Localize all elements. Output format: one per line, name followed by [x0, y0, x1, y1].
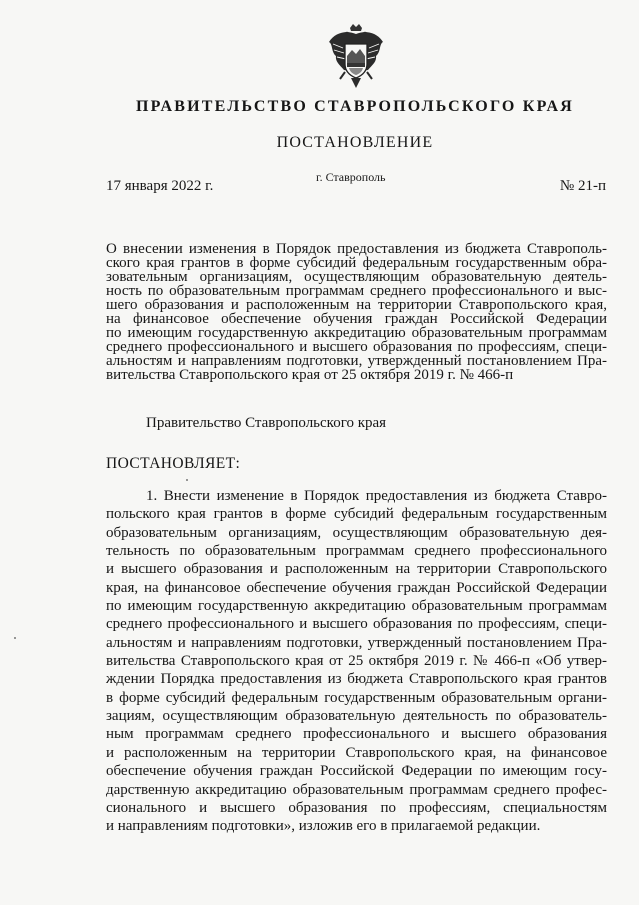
body-line: края, на финансовое обеспечение обучения граждан Российской Федерации [106, 579, 607, 596]
body-line: 1. Внести изменение в Порядок предоставления из бюджета Ставро- [146, 488, 607, 504]
scan-speck [14, 637, 16, 639]
body-line: и направлениям подготовки», изложив его в прилагаемой редакции. [106, 818, 541, 835]
subject-line: на финансовое обеспечение обучения граждан Российской Федерации [106, 311, 607, 327]
body-line: альностям и направлениям подготовки, утвержденный постановлением Пра- [106, 634, 607, 651]
body-line: тельность по образовательным программам среднего профессионального [106, 543, 607, 560]
body-line: ным программам среднего профессионального и высшего образования [106, 726, 607, 743]
scan-speck [186, 479, 188, 481]
body-line: зациям, осуществляющим образовательную деятельность по образователь- [106, 708, 607, 725]
subject-line: ского края грантов в форме субсидий федеральным государственным обра- [106, 255, 607, 271]
body-line: польского края грантов в форме субсидий федеральным государственным [106, 506, 607, 523]
subject-line: по имеющим государственную аккредитацию образовательным программам [106, 325, 607, 341]
subject-line: альностям и направлениям подготовки, утвержденный постановлением Пра- [106, 353, 607, 369]
subject-line: шего образования и расположенным на территории Ставропольского края, [106, 297, 607, 313]
body-paragraph [106, 487, 607, 836]
subject-line: зовательным организациям, осуществляющим образовательную деятель- [106, 269, 607, 285]
document-date: 17 января 2022 г. [106, 178, 214, 194]
document-subject [106, 242, 607, 382]
body-line: по имеющим государственную аккредитацию образовательным программам [106, 598, 607, 615]
subject-line: вительства Ставропольского края от 25 октября 2019 г. № 466-п [106, 367, 514, 383]
body-line: ждении Порядка предоставления из бюджета Ставропольского края грантов [106, 671, 607, 688]
body-line: в форме субсидий федеральным государственным образовательным органи- [106, 689, 607, 706]
organization-title: ПРАВИТЕЛЬСТВО СТАВРОПОЛЬСКОГО КРАЯ [135, 98, 575, 115]
body-line: среднего профессионального и высшего образования по профессиям, специ- [106, 616, 607, 633]
issue-city: г. Ставрополь [316, 170, 386, 184]
coat-of-arms-icon [327, 22, 385, 92]
body-line: и высшего образования и расположенным на территории Ставропольского [106, 561, 607, 578]
body-line: образовательным организациям, осуществляющим образовательную дея- [106, 524, 607, 541]
decree-word: ПОСТАНОВЛЯЕТ: [106, 455, 241, 472]
body-line: сионального и высшего образования по профессиям, специальностям [106, 799, 607, 816]
subject-line: среднего профессионального и высшего образования по профессиям, специ- [106, 339, 607, 355]
preamble: Правительство Ставропольского края [146, 415, 387, 431]
body-line: и расположенным на территории Ставропольского края, на финансовое [106, 744, 607, 761]
subject-line: ность по образовательным программам среднего профессионального и выс- [106, 283, 607, 299]
document-type: ПОСТАНОВЛЕНИЕ [276, 134, 434, 151]
body-line: обеспечение обучения граждан Российской Федерации по имеющим госу- [106, 763, 607, 780]
document-number: № 21-п [559, 178, 606, 194]
subject-line: О внесении изменения в Порядок предоставления из бюджета Ставрополь- [106, 241, 607, 257]
body-line: дарственную аккредитацию образовательным программам среднего профес- [106, 781, 607, 798]
body-line: вительства Ставропольского края от 25 октября 2019 г. № 466-п «Об утвер- [106, 653, 607, 670]
